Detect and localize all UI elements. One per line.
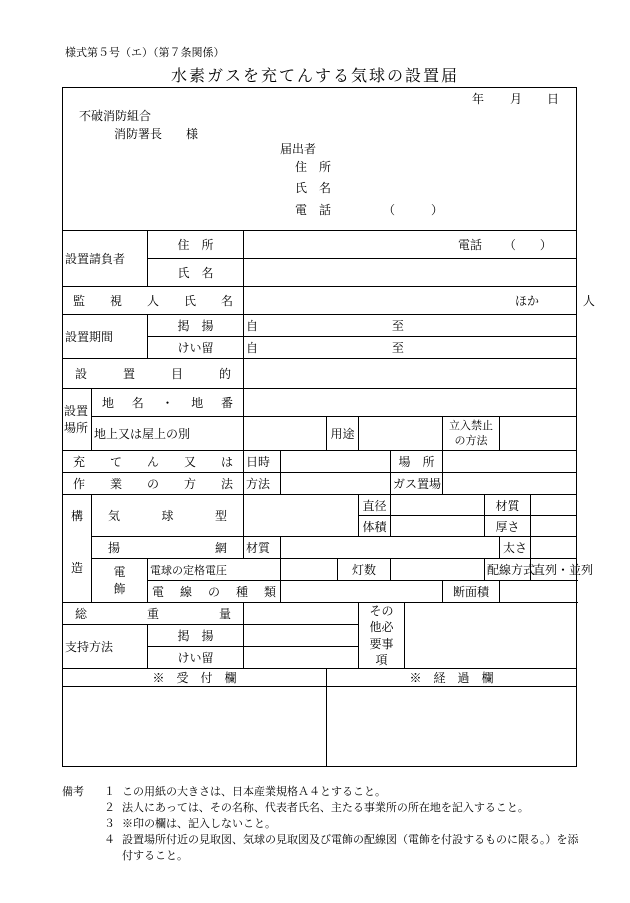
filling-gas-place-label: ガス置場 <box>391 473 443 495</box>
note-text: 法人にあっては、その名称、代表者氏名、主たる事業所の所在地を記入すること。 <box>122 801 529 814</box>
diameter-field[interactable] <box>391 495 485 516</box>
net-material-label: 材質 <box>244 537 281 559</box>
wiring-method-label: 配線方式 <box>485 559 531 581</box>
note-text: ※印の欄は、記入しないこと。 <box>122 817 276 830</box>
volume-field[interactable] <box>391 516 485 537</box>
other-label: その他必要事項 <box>359 603 405 669</box>
period-moor-from: 自 <box>246 341 259 355</box>
date-day: 日 <box>547 92 560 106</box>
installer-address-field[interactable] <box>244 231 577 259</box>
purpose-field[interactable] <box>244 359 577 389</box>
period-label: 設置期間 <box>63 315 148 359</box>
note-number: １ <box>104 785 115 798</box>
support-raise-label: 掲 揚 <box>148 625 244 647</box>
filling-label-2: 作業の方法 <box>63 473 244 495</box>
period-moor-field[interactable] <box>244 337 577 359</box>
thickness-label: 厚さ <box>485 516 531 537</box>
applicant-address-label: 住 所 <box>295 160 332 174</box>
filling-label-1: 充てん又は <box>63 451 244 473</box>
filling-gas-place-field[interactable] <box>443 473 577 495</box>
structure-label-top: 構 <box>63 495 92 537</box>
installer-phone-label: 電話 <box>458 238 483 252</box>
period-raise-to: 至 <box>391 319 404 333</box>
balloon-type-label: 気球型 <box>92 495 244 537</box>
other-field[interactable] <box>405 603 577 669</box>
date-month: 月 <box>510 92 523 106</box>
support-moor-field[interactable] <box>244 647 359 669</box>
support-label: 支持方法 <box>63 625 148 669</box>
filling-datetime-field[interactable] <box>281 451 391 473</box>
supervisor-field[interactable] <box>244 287 595 315</box>
structure-label-spacer <box>63 537 92 559</box>
support-moor-label: けい留 <box>148 647 244 669</box>
site-address-label: 地名・地番 <box>92 389 244 417</box>
filling-place-field[interactable] <box>443 451 577 473</box>
structure-label-bottom: 造 <box>63 559 92 603</box>
installer-address-label: 住 所 <box>148 231 244 259</box>
applicant-phone-paren: （ ） <box>383 203 444 217</box>
supervisor-others: ほか <box>515 294 540 308</box>
note-number: ２ <box>104 801 115 814</box>
filling-place-label: 場 所 <box>391 451 443 473</box>
decor-label-2: 飾 <box>113 581 126 596</box>
material-label: 材質 <box>485 495 531 516</box>
filling-method-field[interactable] <box>281 473 391 495</box>
reception-field[interactable] <box>63 687 327 767</box>
form-title: 水素ガスを充てんする気球の設置届 <box>170 66 459 85</box>
installer-label: 設置請負者 <box>63 231 148 287</box>
site-address-field[interactable] <box>244 389 577 417</box>
notes-heading: 備考 <box>62 785 84 798</box>
weight-field[interactable] <box>244 603 359 625</box>
note-text: この用紙の大きさは、日本産業規格Ａ４とすること。 <box>122 785 386 798</box>
addressee-org: 不破消防組合 <box>79 109 152 123</box>
application-form-table <box>62 87 595 767</box>
header-block <box>63 88 577 231</box>
support-raise-field[interactable] <box>244 625 359 647</box>
installer-name-label: 氏 名 <box>148 259 244 287</box>
filling-method-label: 方法 <box>244 473 281 495</box>
filling-datetime-label: 日時 <box>244 451 281 473</box>
date-year: 年 <box>472 92 485 106</box>
notes <box>62 784 582 864</box>
site-no-entry-field[interactable] <box>500 417 577 451</box>
note-number: ４ <box>104 833 115 846</box>
applicant-name-label: 氏 名 <box>295 181 332 195</box>
period-raise-field[interactable] <box>244 315 577 337</box>
net-width-label: 太さ <box>500 537 531 559</box>
bulb-count-field[interactable] <box>391 559 485 581</box>
material-field[interactable] <box>531 495 577 516</box>
purpose-label: 設置目的 <box>63 359 244 389</box>
period-moor-label: けい留 <box>148 337 244 359</box>
volume-label: 体積 <box>359 516 391 537</box>
decor-label <box>92 559 148 603</box>
diameter-label: 直径 <box>359 495 391 516</box>
period-raise-from: 自 <box>246 319 259 333</box>
wire-type-label: 電線の種類 <box>148 581 281 603</box>
site-ground-roof-label: 地上又は屋上の別 <box>92 417 244 451</box>
net-label: 揚網 <box>92 537 244 559</box>
site-ground-roof-field[interactable] <box>244 417 327 451</box>
net-width-field[interactable] <box>531 537 577 559</box>
site-no-entry-label: 立入禁止の方法 <box>443 417 500 451</box>
weight-label: 総重量 <box>63 603 244 625</box>
balloon-type-field[interactable] <box>244 495 359 537</box>
progress-field[interactable] <box>327 687 577 767</box>
site-label: 設置場所 <box>63 389 92 451</box>
decor-label-1: 電 <box>113 565 126 580</box>
applicant-label: 届出者 <box>280 142 317 156</box>
bulb-count-label: 灯数 <box>338 559 391 581</box>
reception-label: ※ 受 付 欄 <box>63 669 327 687</box>
cross-section-field[interactable] <box>500 581 577 603</box>
period-moor-to: 至 <box>391 341 404 355</box>
rated-voltage-label: 電球の定格電圧 <box>148 559 281 581</box>
site-usage-field[interactable] <box>359 417 443 451</box>
supervisor-people: 人 <box>582 294 595 308</box>
rated-voltage-field[interactable] <box>281 559 338 581</box>
note-text: 設置場所付近の見取図、気球の見取図及び電飾の配線図（電飾を付設するものに限る。）を添付すること。 <box>122 833 579 862</box>
cross-section-label: 断面積 <box>443 581 500 603</box>
period-raise-label: 掲 揚 <box>148 315 244 337</box>
progress-label: ※ 経 過 欄 <box>327 669 577 687</box>
installer-name-field[interactable] <box>244 259 577 287</box>
addressee-chief: 消防署長 様 <box>114 127 199 141</box>
supervisor-label: 監視人氏名 <box>63 287 244 315</box>
site-usage-label: 用途 <box>327 417 359 451</box>
wiring-method-value[interactable]: 直列・並列 <box>531 559 577 581</box>
net-material-field[interactable] <box>281 537 500 559</box>
installer-phone-paren: （ ） <box>503 238 552 252</box>
form-number: 様式第５号（エ）（第７条関係） <box>65 46 225 59</box>
applicant-phone-label: 電 話 <box>295 203 332 217</box>
note-number: ３ <box>104 817 115 830</box>
wire-type-field[interactable] <box>281 581 443 603</box>
thickness-field[interactable] <box>531 516 577 537</box>
